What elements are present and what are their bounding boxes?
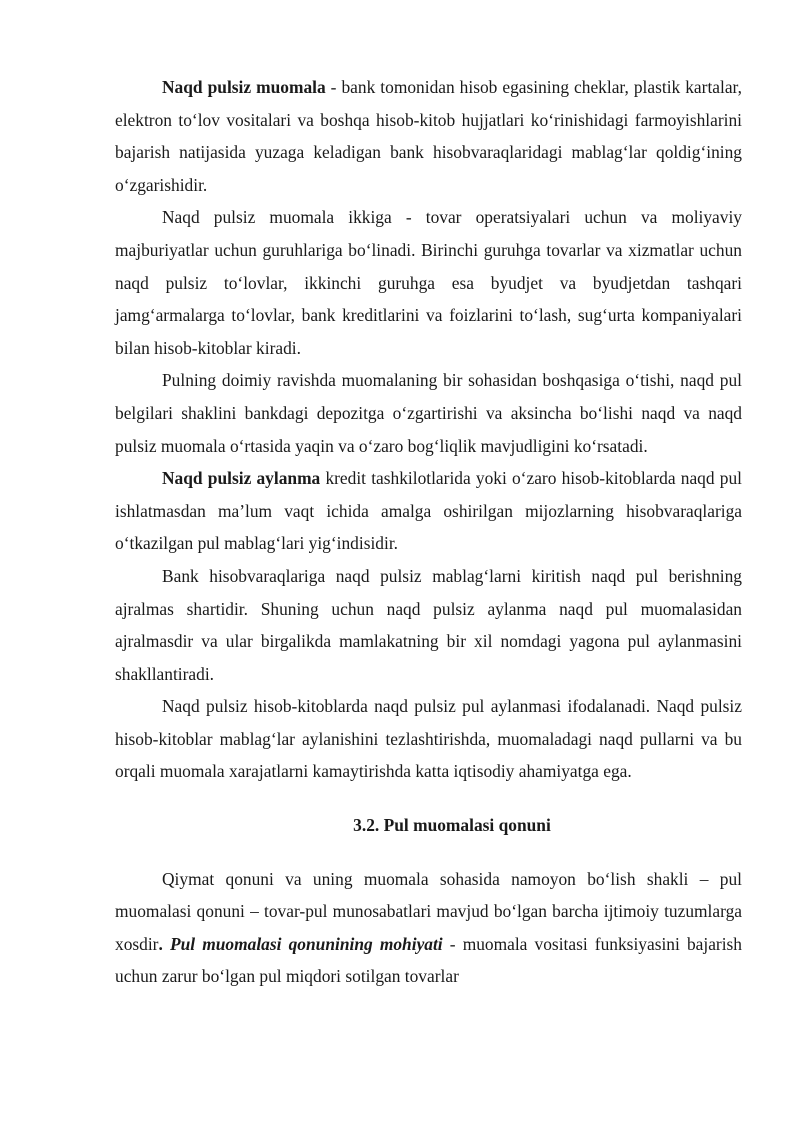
- paragraph-7-text-before: Qiymat qonuni va uning muomala sohasida namoyon bo‘lish shakli – pul muomalasi qonuni – tovar-pul munosabatlari mavjud bo‘lgan barcha ijtimoiy tuzumlarga xosdir: [115, 868, 742, 954]
- paragraph-5: Bank hisobvaraqlariga naqd pulsiz mablag‘larni kiritish naqd pul berishning ajralmas shartidir. Shuning uchun naqd pulsiz aylanma naqd pul muomalasidan ajralmasdir va ular birgalikda mamlakatning bir xil nomdagi yagona pul aylanmasini shakllantiradi.: [115, 565, 742, 684]
- paragraph-4-text: kredit tashkilotlarida yoki o‘zaro hisob-kitoblarda naqd pul ishlatmasdan ma’lum vaqt ichida amalga oshirilgan mijozlarning hisobvaraqlariga o‘tkazilgan pul mablag‘lari yig‘indisidir.: [115, 468, 742, 554]
- paragraph-2: Naqd pulsiz muomala ikkiga - tovar operatsiyalari uchun va moliyaviy majburiyatlar uchun guruhlariga bo‘linadi. Birinchi guruhga tovarlar va xizmatlar uchun naqd pulsiz to‘lovlar, ikkinchi guruhga esa byudjet va byudjetdan tashqari jamg‘armalarga to‘lovlar, bank kreditlarini va foizlarini to‘lash, sug‘urta kompaniyalari bilan hisob-kitoblar kiradi.: [115, 207, 742, 358]
- paragraph-7-dot: .: [158, 933, 163, 954]
- term-naqd-pulsiz-aylanma: Naqd pulsiz aylanma: [162, 468, 321, 489]
- section-heading: 3.2. Pul muomalasi qonuni: [353, 815, 551, 836]
- paragraph-6: Naqd pulsiz hisob-kitoblarda naqd pulsiz pul aylanmasi ifodalanadi. Naqd pulsiz hisob-kitoblar mablag‘lar aylanishini tezlashtirishda, muomaladagi naqd pullarni va bu orqali muomala xarajatlarni kamaytirishda katta iqtisodiy ahamiyatga ega.: [115, 696, 742, 782]
- document-body: [115, 71, 742, 993]
- term-naqd-pulsiz-muomala: Naqd pulsiz muomala: [162, 77, 326, 97]
- paragraph-4: [115, 462, 742, 560]
- paragraph-7: [115, 863, 742, 993]
- paragraph-7-text-after: - muomala vositasi funksiyasini bajarish uchun zarur bo‘lgan pul miqdori sotilgan tovarlar: [115, 933, 742, 987]
- term-pul-muomalasi-qonunining-mohiyati: Pul muomalasi qonunining mohiyati: [162, 933, 443, 954]
- paragraph-1-text: - bank tomonidan hisob egasining cheklar, plastik kartalar, elektron to‘lov vositalari va boshqa hisob-kitob hujjatlari ko‘rinishidagi farmoyishlarini bajarish natijasida yuzaga keladigan bank hisobvaraqlaridagi mablag‘lar qoldig‘ining o‘zgarishidir.: [115, 77, 742, 195]
- paragraph-3: Pulning doimiy ravishda muomalaning bir sohasidan boshqasiga o‘tishi, naqd pul belgilari shaklini bankdagi depozitga o‘zgartirishi va aksincha bo‘lishi naqd va naqd pulsiz muomala o‘rtasida yaqin va o‘zaro bog‘liqlik mavjudligini ko‘rsatadi.: [115, 370, 742, 456]
- paragraph-1: [115, 71, 742, 201]
